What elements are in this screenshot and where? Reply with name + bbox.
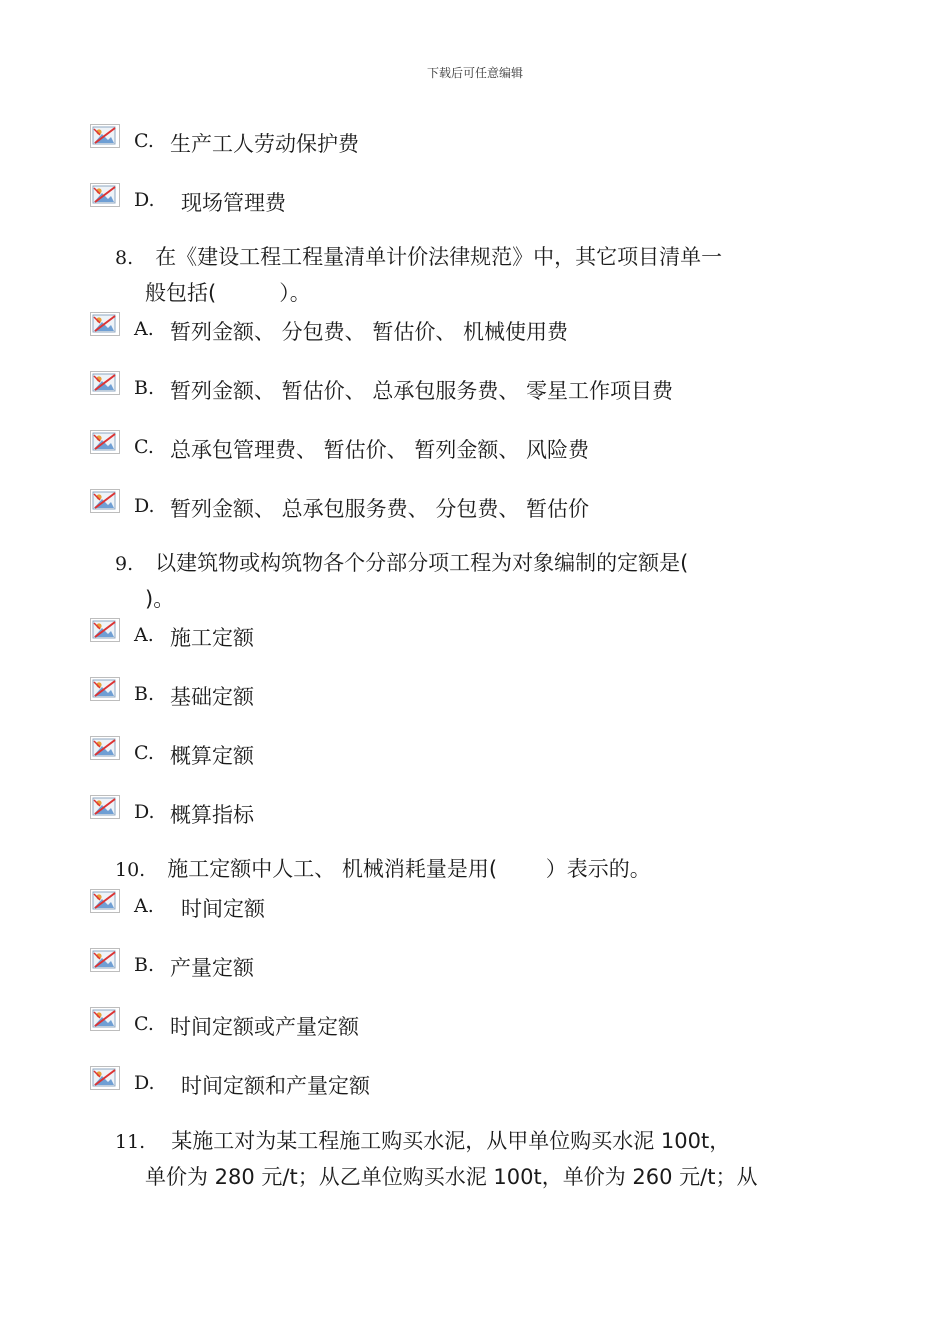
question-number: 8. bbox=[115, 247, 134, 269]
option-text: 时间定额和产量定额 bbox=[181, 1074, 370, 1098]
question bbox=[115, 240, 815, 311]
option-letter: C. bbox=[134, 436, 154, 458]
option-text: 概算指标 bbox=[170, 803, 254, 827]
option-text: 现场管理费 bbox=[181, 191, 286, 215]
option-letter: D. bbox=[134, 189, 155, 211]
option-letter: C. bbox=[134, 130, 154, 152]
broken-image-icon bbox=[90, 677, 120, 701]
option-text: 时间定额或产量定额 bbox=[170, 1015, 359, 1039]
broken-image-icon bbox=[90, 312, 120, 336]
option-text: 暂列金额、 分包费、 暂估价、 机械使用费 bbox=[170, 320, 569, 344]
question-text-continued: )。 bbox=[145, 587, 175, 611]
option-text: 施工定额 bbox=[170, 626, 254, 650]
question-number: 11. bbox=[115, 1131, 146, 1153]
option-letter: C. bbox=[134, 1013, 154, 1035]
option-letter: B. bbox=[134, 377, 155, 399]
broken-image-icon bbox=[90, 948, 120, 972]
question-text: 施工定额中人工、 机械消耗量是用( ）表示的。 bbox=[167, 857, 651, 881]
option-letter: A. bbox=[134, 895, 154, 917]
broken-image-icon bbox=[90, 430, 120, 454]
question-number: 10. bbox=[115, 859, 146, 881]
option-text: 生产工人劳动保护费 bbox=[170, 132, 359, 156]
broken-image-icon bbox=[90, 618, 120, 642]
broken-image-icon bbox=[90, 736, 120, 760]
broken-image-icon bbox=[90, 489, 120, 513]
question bbox=[115, 546, 815, 617]
question-text-continued: 单价为 280 元/t；从乙单位购买水泥 100t，单价为 260 元/t；从 bbox=[145, 1165, 758, 1189]
broken-image-icon bbox=[90, 183, 120, 207]
question-text: 以建筑物或构筑物各个分部分项工程为对象编制的定额是( bbox=[155, 551, 689, 575]
question-number: 9. bbox=[115, 553, 134, 575]
broken-image-icon bbox=[90, 1007, 120, 1031]
option-letter: C. bbox=[134, 742, 154, 764]
option-text: 暂列金额、 总承包服务费、 分包费、 暂估价 bbox=[170, 497, 590, 521]
question-text: 在《建设工程工程量清单计价法律规范》中，其它项目清单一 bbox=[155, 245, 723, 269]
option-letter: D. bbox=[134, 1072, 155, 1094]
question-text-continued: 般包括( ）。 bbox=[145, 281, 311, 305]
option-text: 概算定额 bbox=[170, 744, 254, 768]
broken-image-icon bbox=[90, 795, 120, 819]
option-letter: D. bbox=[134, 495, 155, 517]
broken-image-icon bbox=[90, 124, 120, 148]
option-text: 时间定额 bbox=[181, 897, 265, 921]
question-text: 某施工对为某工程施工购买水泥，从甲单位购买水泥 100t， bbox=[171, 1129, 731, 1153]
option-letter: A. bbox=[134, 318, 154, 340]
option-letter: D. bbox=[134, 801, 155, 823]
option-text: 总承包管理费、 暂估价、 暂列金额、 风险费 bbox=[170, 438, 590, 462]
broken-image-icon bbox=[90, 1066, 120, 1090]
option-text: 产量定额 bbox=[170, 956, 254, 980]
option-text: 暂列金额、 暂估价、 总承包服务费、 零星工作项目费 bbox=[170, 379, 674, 403]
option-letter: B. bbox=[134, 683, 155, 705]
page-header: 下载后可任意编辑 bbox=[426, 66, 523, 80]
option-letter: A. bbox=[134, 624, 154, 646]
question bbox=[115, 1124, 815, 1195]
option-letter: B. bbox=[134, 954, 155, 976]
broken-image-icon bbox=[90, 889, 120, 913]
option-text: 基础定额 bbox=[170, 685, 254, 709]
question bbox=[115, 852, 815, 888]
broken-image-icon bbox=[90, 371, 120, 395]
